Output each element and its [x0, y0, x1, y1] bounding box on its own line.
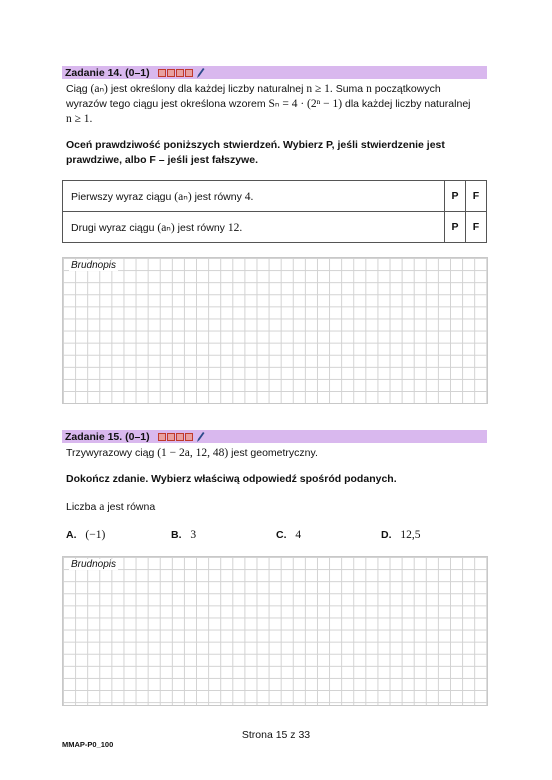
- option-value: 3: [190, 529, 197, 541]
- option-label: D.: [381, 529, 392, 541]
- option-value: 12,5: [400, 529, 421, 541]
- statement-text: jest równy: [194, 191, 242, 203]
- sequence-math: (1 − 2a, 12, 48): [157, 447, 229, 459]
- intro-text: jest geometryczny.: [231, 447, 318, 459]
- draft-area[interactable]: [62, 556, 488, 706]
- draft-area[interactable]: [62, 257, 488, 404]
- instruction-line: Oceń prawdziwość poniższych stwierdzeń. Wybierz P, jeśli stwierdzenie jest: [66, 139, 445, 151]
- sequence-symbol: (aₙ): [174, 191, 192, 203]
- skill-boxes-icon: [158, 431, 205, 443]
- statement-value: 4.: [244, 191, 254, 203]
- instruction-line: prawdziwe, albo F – jeśli jest fałszywe.: [66, 154, 258, 166]
- statement-text: Pierwszy wyraz ciągu: [71, 191, 172, 203]
- option-true[interactable]: P: [445, 212, 466, 243]
- intro-text: Suma: [335, 83, 364, 95]
- option-value: 4: [295, 529, 302, 541]
- true-false-table: [62, 180, 487, 243]
- option-false[interactable]: F: [466, 212, 487, 243]
- answer-options: [66, 529, 486, 544]
- table-row: [63, 212, 487, 243]
- statement-text: jest równy: [177, 222, 225, 234]
- task-14-instruction: [66, 138, 486, 168]
- intro-text: początkowych: [374, 83, 441, 95]
- option-true[interactable]: P: [445, 181, 466, 212]
- option-a[interactable]: [66, 529, 105, 541]
- task-15-instruction: Dokończ zdanie. Wybierz właściwą odpowiedź spośród podanych.: [66, 473, 397, 485]
- intro-text: Ciąg: [66, 83, 88, 95]
- exam-code: MMAP-P0_100: [62, 740, 114, 749]
- table-row: [63, 181, 487, 212]
- stem-text: Liczba: [66, 501, 97, 513]
- skill-boxes-icon: [158, 67, 205, 79]
- pen-icon: [195, 431, 205, 443]
- statement-text: Drugi wyraz ciągu: [71, 222, 155, 234]
- statement-value: 12.: [227, 222, 243, 234]
- intro-text: dla każdej liczby naturalnej: [345, 98, 471, 110]
- option-b[interactable]: [171, 529, 196, 541]
- draft-label: Brudnopis: [71, 260, 117, 271]
- option-label: C.: [276, 529, 287, 541]
- option-false[interactable]: F: [466, 181, 487, 212]
- statement-cell: [63, 212, 445, 243]
- pen-icon: [195, 67, 205, 79]
- variable-a: a: [99, 501, 105, 513]
- n-symbol: n: [366, 83, 372, 95]
- task-15-intro: [66, 446, 486, 461]
- option-d[interactable]: [381, 529, 421, 541]
- sequence-symbol: (aₙ): [90, 83, 108, 95]
- statement-cell: [63, 181, 445, 212]
- task-15-stem: [66, 500, 486, 515]
- intro-text: jest określony dla każdej liczby naturalnej: [110, 83, 304, 95]
- task-14-intro: [66, 82, 486, 127]
- condition-math: n ≥ 1.: [66, 113, 93, 125]
- draft-label: Brudnopis: [71, 559, 117, 570]
- sum-formula: Sₙ = 4 · (2ⁿ − 1): [268, 98, 343, 110]
- option-label: B.: [171, 529, 182, 541]
- task-14-title: Zadanie 14. (0–1): [65, 66, 150, 79]
- intro-text: Trzywyrazowy ciąg: [66, 447, 155, 459]
- option-value: (−1): [85, 529, 106, 541]
- intro-text: wyrazów tego ciągu jest określona wzorem: [66, 98, 266, 110]
- page-number: Strona 15 z 33: [241, 729, 311, 741]
- task-15-title: Zadanie 15. (0–1): [65, 430, 150, 443]
- stem-text: jest równa: [107, 501, 156, 513]
- option-label: A.: [66, 529, 77, 541]
- sequence-symbol: (aₙ): [157, 222, 175, 234]
- task-15-header: [62, 430, 487, 443]
- option-c[interactable]: [276, 529, 301, 541]
- condition-math: n ≥ 1.: [306, 83, 333, 95]
- task-14-header: [62, 66, 487, 79]
